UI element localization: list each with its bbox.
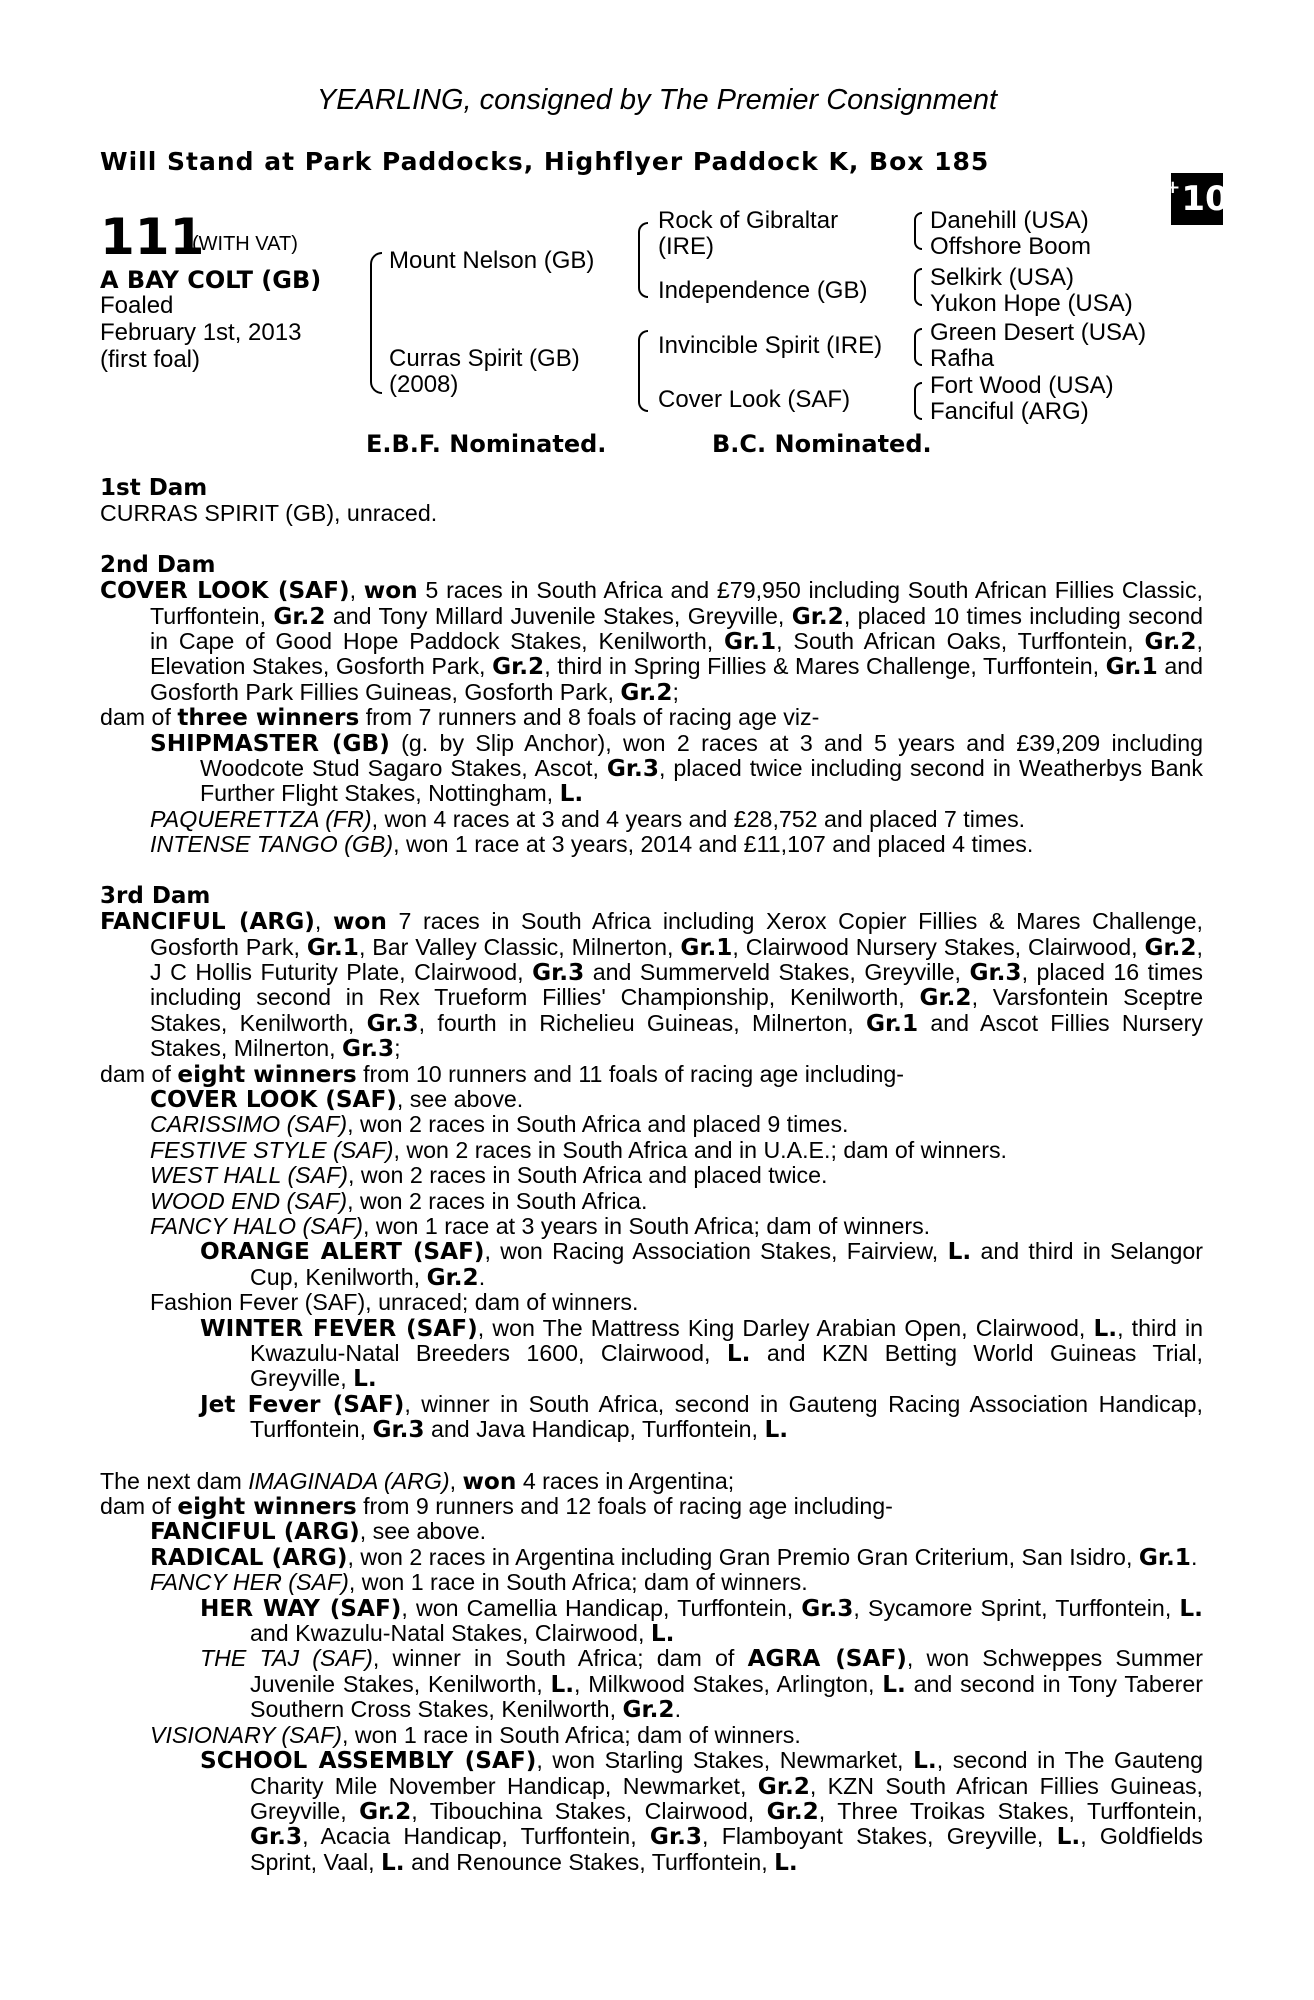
pedigree-dam-year: (2008) bbox=[389, 371, 459, 398]
third-dam-produce-summary: dam of eight winners from 10 runners and 11 foals of racing age including- bbox=[100, 1060, 905, 1088]
pedigree-ssd: Offshore Boom bbox=[930, 233, 1091, 260]
spacer bbox=[100, 858, 1203, 884]
second-dam-produce-summary: dam of three winners from 7 runners and 8 foals of racing age viz- bbox=[100, 704, 820, 732]
next-dam-produce-summary: dam of eight winners from 9 runners and 12 foals of racing age including- bbox=[100, 1493, 893, 1521]
produce-festive-style: FESTIVE STYLE (SAF), won 2 races in South Africa and in U.A.E.; dam of winners. bbox=[150, 1136, 1007, 1163]
pedigree-ss-line1: Rock of Gibraltar bbox=[658, 207, 839, 234]
foaled-label: Foaled bbox=[100, 292, 174, 319]
produce-west-hall: WEST HALL (SAF), won 2 races in South Africa and placed twice. bbox=[150, 1162, 828, 1189]
brace-sire-dam bbox=[370, 252, 382, 394]
pedigree-dss: Green Desert (USA) bbox=[930, 319, 1147, 346]
pedigree-ddd: Fanciful (ARG) bbox=[930, 398, 1089, 425]
second-dam-heading: 2nd Dam bbox=[100, 551, 216, 578]
produce-fancy-halo: FANCY HALO (SAF), won 1 race at 3 years in South Africa; dam of winners. bbox=[150, 1212, 931, 1239]
brace-sire bbox=[638, 222, 648, 298]
pedigree-notes bbox=[100, 476, 1203, 1875]
produce-wood-end: WOOD END (SAF), won 2 races in South Africa. bbox=[150, 1187, 648, 1214]
spacer bbox=[100, 527, 1203, 553]
lot-number: 111 bbox=[100, 208, 205, 266]
foaled-info bbox=[100, 292, 301, 373]
pedigree-ss-line2: (IRE) bbox=[658, 233, 714, 260]
brace-ss bbox=[914, 212, 922, 250]
brace-sd bbox=[914, 268, 922, 306]
pedigree-sire-sire bbox=[658, 208, 838, 260]
produce-fancy-her: FANCY HER (SAF), won 1 race in South Africa; dam of winners. bbox=[150, 1569, 808, 1596]
pedigree-dam-dam: Cover Look (SAF) bbox=[658, 386, 851, 413]
pedigree-sire-dam: Independence (GB) bbox=[658, 277, 868, 304]
produce-the-taj: THE TAJ (SAF), winner in South Africa; dam of AGRA (SAF), won Schweppes Summer Juvenile Stakes, Kenilworth, L., Milkwood Stakes, Arlington, L. and second in Tony Taberer Southern Cross Stakes, Kenilworth, Gr.2. bbox=[200, 1645, 1204, 1724]
lot-description: A BAY COLT (GB) bbox=[100, 266, 322, 294]
pedigree-dds: Fort Wood (USA) bbox=[930, 372, 1114, 399]
produce-shipmaster: SHIPMASTER (GB) (g. by Slip Anchor), won 2 races at 3 and 5 years and £39,209 including Woodcote Stud Sagaro Stakes, Ascot, Gr.3, placed twice including second in Weatherbys Bank Further Flight Stakes, Nottingham, L. bbox=[150, 729, 1203, 808]
third-dam-record: FANCIFUL (ARG), won 7 races in South Africa including Xerox Copier Fillies & Mares Challenge, Gosforth Park, Gr.1, Bar Valley Classic, Milnerton, Gr.1, Clairwood Nursery Stakes, Clairwood, Gr.2, J C Hollis Futurity Plate, Clairwood, Gr.3 and Summerveld Stakes, Greyville, Gr.3, placed 16 times including second in Rex Trueform Fillies' Championship, Kenilworth, Gr.2, Varsfontein Sceptre Stakes, Kenilworth, Gr.3, fourth in Richelieu Guineas, Milnerton, Gr.1 and Ascot Fillies Nursery Stakes, Milnerton, Gr.3; bbox=[100, 908, 1204, 1063]
produce-winter-fever: WINTER FEVER (SAF), won The Mattress King Darley Arabian Open, Clairwood, L., third in Kwazulu-Natal Breeders 1600, Clairwood, L. and KZN Betting World Guineas Trial, Greyville, L. bbox=[200, 1314, 1204, 1393]
produce-carissimo: CARISSIMO (SAF), won 2 races in South Africa and placed 9 times. bbox=[150, 1111, 849, 1138]
horse-name: COVER LOOK (SAF) bbox=[100, 577, 350, 605]
produce-fashion-fever: Fashion Fever (SAF), unraced; dam of winners. bbox=[150, 1289, 639, 1316]
produce-jet-fever: Jet Fever (SAF), winner in South Africa, second in Gauteng Racing Association Handicap, Turffontein, Gr.3 and Java Handicap, Turffontein, L. bbox=[200, 1390, 1204, 1444]
brace-dd bbox=[914, 382, 922, 420]
produce-paquerettza: PAQUERETTZA (FR), won 4 races at 3 and 4 years and £28,752 and placed 7 times. bbox=[150, 805, 1026, 832]
foal-note: (first foal) bbox=[100, 346, 201, 373]
produce-orange-alert: ORANGE ALERT (SAF), won Racing Association Stakes, Fairview, L. and third in Selangor Cup, Kenilworth, Gr.2. bbox=[200, 1238, 1203, 1291]
pedigree-dam-sire: Invincible Spirit (IRE) bbox=[658, 332, 883, 359]
produce-visionary: VISIONARY (SAF), won 1 race in South Africa; dam of winners. bbox=[150, 1721, 801, 1748]
spacer bbox=[100, 1443, 1203, 1469]
pedigree-dam bbox=[389, 346, 580, 398]
pedigree-sss: Danehill (USA) bbox=[930, 207, 1089, 234]
first-dam-heading: 1st Dam bbox=[100, 475, 208, 501]
third-dam-heading: 3rd Dam bbox=[100, 882, 211, 909]
horse-name: SHIPMASTER (GB) bbox=[150, 729, 390, 757]
brace-ds bbox=[914, 328, 922, 366]
produce-school-assembly: SCHOOL ASSEMBLY (SAF), won Starling Stakes, Newmarket, L., second in The Gauteng Charity Mile November Handicap, Newmarket, Gr.2, KZN South African Fillies Guineas, Greyville, Gr.2, Tibouchina Stakes, Clairwood, Gr.2, Three Troikas Stakes, Turffontein, Gr.3, Acacia Handicap, Turffontein, Gr.3, Flamboyant Stakes, Greyville, L., Goldfields Sprint, Vaal, L. and Renounce Stakes, Turffontein, L. bbox=[200, 1747, 1203, 1876]
produce-intense-tango: INTENSE TANGO (GB), won 1 race at 3 years, 2014 and £11,107 and placed 4 times. bbox=[150, 831, 1034, 858]
next-dam-record: The next dam IMAGINADA (ARG), won 4 races in Argentina; bbox=[100, 1467, 735, 1495]
bc-nominated: B.C. Nominated. bbox=[712, 430, 932, 458]
pedigree-sdd: Yukon Hope (USA) bbox=[930, 290, 1133, 317]
pedigree-dam-name: Curras Spirit (GB) bbox=[389, 345, 580, 372]
lot-badge-icon bbox=[1165, 173, 1229, 225]
first-dam-text: CURRAS SPIRIT (GB), unraced. bbox=[100, 500, 438, 527]
produce-radical: RADICAL (ARG), won 2 races in Argentina including Gran Premio Gran Criterium, San Isidro, Gr.1. bbox=[150, 1543, 1198, 1571]
second-dam-record: COVER LOOK (SAF), won 5 races in South Africa and £79,950 including South African Fillies Classic, Turffontein, Gr.2 and Tony Millard Juvenile Stakes, Greyville, Gr.2, placed 10 times including second in Cape of Good Hope Paddock Stakes, Kenilworth, Gr.1, South African Oaks, Turffontein, Gr.2, Elevation Stakes, Gosforth Park, Gr.2, third in Spring Fillies & Mares Challenge, Turffontein, Gr.1 and Gosforth Park Fillies Guineas, Gosforth Park, Gr.2; bbox=[100, 577, 1204, 706]
produce-her-way: HER WAY (SAF), won Camellia Handicap, Turffontein, Gr.3, Sycamore Sprint, Turffontein, L. and Kwazulu-Natal Stakes, Clairwood, L. bbox=[200, 1594, 1203, 1648]
stabling-location: Will Stand at Park Paddocks, Highflyer Paddock K, Box 185 bbox=[100, 147, 990, 176]
brace-dam bbox=[638, 330, 648, 412]
pedigree-sds: Selkirk (USA) bbox=[930, 264, 1075, 291]
produce-fanciful: FANCIFUL (ARG), see above. bbox=[150, 1518, 487, 1546]
badge-number: 10 bbox=[1181, 179, 1229, 219]
vat-note: (WITH VAT) bbox=[192, 233, 298, 255]
ebf-nominated: E.B.F. Nominated. bbox=[366, 430, 607, 458]
pedigree-dsd: Rafha bbox=[930, 345, 995, 372]
page-header-title: YEARLING, consigned by The Premier Consignment bbox=[316, 84, 998, 116]
badge-plus: + bbox=[1165, 176, 1181, 198]
produce-cover-look: COVER LOOK (SAF), see above. bbox=[150, 1085, 524, 1113]
foaled-date: February 1st, 2013 bbox=[100, 319, 302, 346]
pedigree-sire: Mount Nelson (GB) bbox=[389, 247, 595, 274]
